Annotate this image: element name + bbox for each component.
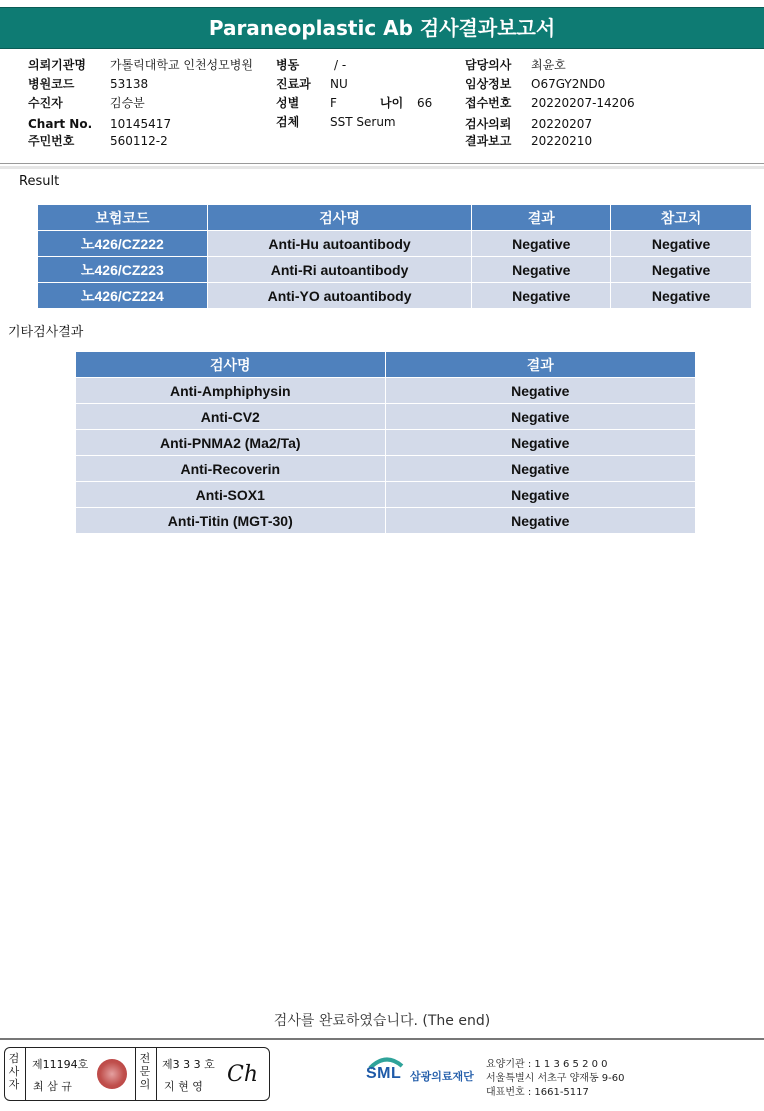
doctor-label: 담당의사 bbox=[465, 58, 512, 72]
org-address: 서울특별시 서초구 양재동 9-60 bbox=[486, 1073, 625, 1084]
report-title: Paraneoplastic Ab 검사결과보고서 bbox=[0, 7, 764, 49]
signature-box bbox=[4, 1047, 270, 1101]
institution-label: 의뢰기관명 bbox=[28, 58, 86, 72]
other-table-header bbox=[76, 352, 696, 378]
examiner-license: 제11194호 bbox=[32, 1058, 89, 1071]
signature-box-divider bbox=[156, 1048, 157, 1100]
test-name: Anti-Ri autoantibody bbox=[207, 257, 472, 283]
footer-divider bbox=[0, 1038, 764, 1040]
sex-value: F bbox=[330, 96, 337, 110]
column-header: 검사명 bbox=[207, 205, 472, 231]
request-date-label: 검사의뢰 bbox=[465, 117, 512, 131]
chart-no-value: 10145417 bbox=[110, 117, 172, 131]
table-row bbox=[76, 404, 696, 430]
reference-value: Negative bbox=[611, 283, 752, 309]
result-table-header bbox=[38, 205, 752, 231]
test-name: Anti-Hu autoantibody bbox=[207, 231, 472, 257]
report-date-label: 결과보고 bbox=[465, 134, 512, 148]
table-row bbox=[76, 482, 696, 508]
test-name: Anti-Amphiphysin bbox=[76, 378, 386, 404]
age-value: 66 bbox=[417, 96, 433, 110]
sex-label: 성별 bbox=[276, 96, 300, 110]
specialist-name: 지 현 영 bbox=[164, 1080, 203, 1093]
hospital-code-value: 53138 bbox=[110, 77, 149, 91]
column-header: 검사명 bbox=[76, 352, 386, 378]
signature-box-divider bbox=[135, 1048, 136, 1100]
test-result: Negative bbox=[385, 456, 695, 482]
examiner-name: 최 삼 규 bbox=[33, 1080, 72, 1093]
dept-value: NU bbox=[330, 77, 348, 91]
test-result: Negative bbox=[472, 257, 611, 283]
test-result: Negative bbox=[472, 283, 611, 309]
clinical-info-label: 임상정보 bbox=[465, 77, 512, 91]
clinical-info-value: O67GY2ND0 bbox=[531, 77, 606, 91]
column-header: 결과 bbox=[385, 352, 695, 378]
other-results-title: 기타검사결과 bbox=[8, 325, 84, 340]
test-result: Negative bbox=[385, 482, 695, 508]
result-table bbox=[37, 204, 752, 309]
org-name: 삼광의료재단 bbox=[410, 1070, 474, 1083]
ward-value: / - bbox=[334, 58, 347, 72]
signature-box-divider bbox=[25, 1048, 26, 1100]
age-label: 나이 bbox=[380, 96, 404, 110]
table-row bbox=[76, 430, 696, 456]
test-name: Anti-CV2 bbox=[76, 404, 386, 430]
doctor-value: 최윤호 bbox=[531, 58, 566, 72]
table-row bbox=[38, 257, 752, 283]
test-name: Anti-PNMA2 (Ma2/Ta) bbox=[76, 430, 386, 456]
result-section-title: Result bbox=[19, 174, 60, 189]
receipt-no-value: 20220207-14206 bbox=[531, 96, 635, 110]
report-date-value: 20220210 bbox=[531, 134, 593, 148]
org-phone: 대표번호 : 1661-5117 bbox=[486, 1087, 589, 1098]
other-results-table bbox=[75, 351, 696, 534]
table-row bbox=[76, 508, 696, 534]
table-row bbox=[76, 456, 696, 482]
reference-value: Negative bbox=[611, 257, 752, 283]
header-divider bbox=[0, 163, 764, 164]
dept-label: 진료과 bbox=[276, 77, 311, 91]
request-date-value: 20220207 bbox=[531, 117, 593, 131]
end-note: 검사를 완료하였습니다. (The end) bbox=[273, 1013, 491, 1029]
test-result: Negative bbox=[385, 404, 695, 430]
chart-no-label: Chart No. bbox=[28, 117, 93, 131]
official-seal-stamp bbox=[97, 1059, 127, 1089]
institution-value: 가톨릭대학교 인천성모병원 bbox=[110, 58, 253, 72]
org-code: 요양기관 : 1 1 3 6 5 2 0 0 bbox=[486, 1059, 608, 1070]
header-divider-shadow bbox=[0, 166, 764, 169]
table-row bbox=[38, 231, 752, 257]
column-header: 결과 bbox=[472, 205, 611, 231]
specialist-license: 제3 3 3 호 bbox=[162, 1058, 215, 1071]
test-name: Anti-Titin (MGT-30) bbox=[76, 508, 386, 534]
insurance-code: 노426/CZ224 bbox=[38, 283, 208, 309]
test-result: Negative bbox=[385, 378, 695, 404]
column-header: 보험코드 bbox=[38, 205, 208, 231]
insurance-code: 노426/CZ222 bbox=[38, 231, 208, 257]
test-name: Anti-Recoverin bbox=[76, 456, 386, 482]
specimen-label: 검체 bbox=[276, 115, 300, 129]
column-header: 참고치 bbox=[611, 205, 752, 231]
patient-value: 김승분 bbox=[110, 96, 145, 110]
ward-label: 병동 bbox=[276, 58, 300, 72]
receipt-no-label: 접수번호 bbox=[465, 96, 512, 110]
test-name: Anti-SOX1 bbox=[76, 482, 386, 508]
patient-label: 수진자 bbox=[28, 96, 63, 110]
test-name: Anti-YO autoantibody bbox=[207, 283, 472, 309]
id-no-value: 560112-2 bbox=[110, 134, 168, 148]
insurance-code: 노426/CZ223 bbox=[38, 257, 208, 283]
examiner-label: 검사자 bbox=[8, 1052, 20, 1091]
specialist-label: 전문의 bbox=[139, 1052, 151, 1091]
test-result: Negative bbox=[385, 508, 695, 534]
test-result: Negative bbox=[385, 430, 695, 456]
id-no-label: 주민번호 bbox=[28, 134, 75, 148]
handwritten-signature: Ch bbox=[227, 1062, 259, 1087]
table-row bbox=[38, 283, 752, 309]
sml-logo-text: SML bbox=[366, 1065, 402, 1082]
reference-value: Negative bbox=[611, 231, 752, 257]
test-result: Negative bbox=[472, 231, 611, 257]
hospital-code-label: 병원코드 bbox=[28, 77, 75, 91]
specimen-value: SST Serum bbox=[330, 115, 396, 129]
table-row bbox=[76, 378, 696, 404]
